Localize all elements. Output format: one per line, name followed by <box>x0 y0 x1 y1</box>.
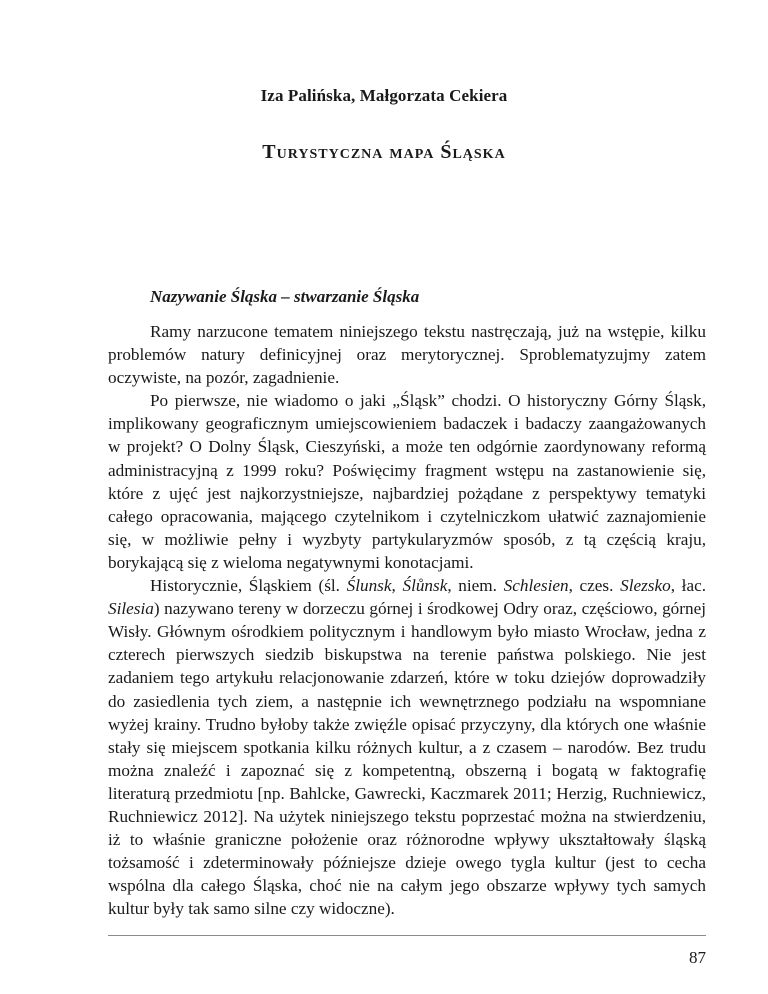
paragraph-3-intro: Historycznie, Śląskiem (śl. <box>150 576 347 596</box>
paragraph-2: Po pierwsze, nie wiadomo o jaki „Śląsk” chodzi. O historyczny Górny Śląsk, implikowany geograficznym umiejscowieniem badaczek i badaczy zaangażowanych w projekt? O Dolny Śląsk, Cieszyński, a może ten odgórnie zaordynowany reformą administracyjną z 1999 roku? Poświęcimy fragment wstępu na zastanowienie się, które z ujęć jest najkorzystniejsze, najbardziej pożądane z perspektywy tematyki całego opracowania, mającego czytelnikom i czytelniczkom ułatwić zaznajomienie się, w możliwie pełny i wyzbyty partykularyzmów sposób, z tą częścią kraju, borykającą się z wieloma negatywnymi konotacjami. <box>108 391 706 572</box>
paragraph-1: Ramy narzucone tematem niniejszego tekstu nastręczają, już na wstępie, kilku problemów natury definicyjnej oraz merytorycznej. Sproblematyzujmy zatem oczywiste, na pozór, zagadnienie. <box>108 322 706 388</box>
page-number: 87 <box>689 948 706 967</box>
paragraph-3-rest: ) nazywano tereny w dorzeczu górnej i środkowej Odry oraz, częściowo, górnej Wisły. Głównym ośrodkiem politycznym i handlowym było miasto Wrocław, jedna z czterech pierwszych siedzib biskupstwa na terenie państwa polskiego. Nie jest zadaniem tego artykułu relacjonowanie zdarzeń, które w toku dziejów doprowadziły do zasiedlenia tych ziem, a następnie ich wewnętrznego podziału na wspomniane wyżej krainy. Trudno byłoby także zwięźle opisać przyczyny, dla których one właśnie stały się miejscem spotkania kilku różnych kultur, a z czasem – narodów. Bez trudu można znaleźć i zapoznać się z kompetentną, obszerną i bogatą w faktografię literaturą przedmiotu [np. Bahlcke, Gawrecki, Kaczmarek 2011; Herzig, Ruchniewicz, Ruchniewicz 2012]. Na użytek niniejszego tekstu poprzestać można na stwierdzeniu, iż to właśnie graniczne położenie oraz różnorodne wpływy ukształtowały śląską tożsamość i zdeterminowały późniejsze dzieje owego tygla kultur (jest to cecha wspólna dla całego Śląska, choć nie na całym jego obszarze wpływy tych samych kultur były tak samo silne czy widoczne). <box>108 599 706 919</box>
body-text <box>108 320 706 920</box>
name-german: Schlesien <box>503 576 569 596</box>
separator: , łac. <box>670 576 706 596</box>
section-heading: Nazywanie Śląska – stwarzanie Śląska <box>150 287 420 306</box>
separator: , niem. <box>447 576 504 596</box>
paragraph-3 <box>108 574 706 920</box>
authors-line: Iza Palińska, Małgorzata Cekiera <box>260 86 508 105</box>
article-title: Turystyczna mapa Śląska <box>262 141 506 163</box>
separator: , <box>391 576 403 596</box>
name-czech: Slezsko <box>620 576 671 596</box>
name-silesian-2: Ślůnsk <box>402 576 448 596</box>
footer-rule <box>108 935 706 936</box>
name-silesian-1: Ślunsk <box>346 576 392 596</box>
separator: , czes. <box>568 576 621 596</box>
name-latin: Silesia <box>108 599 154 619</box>
